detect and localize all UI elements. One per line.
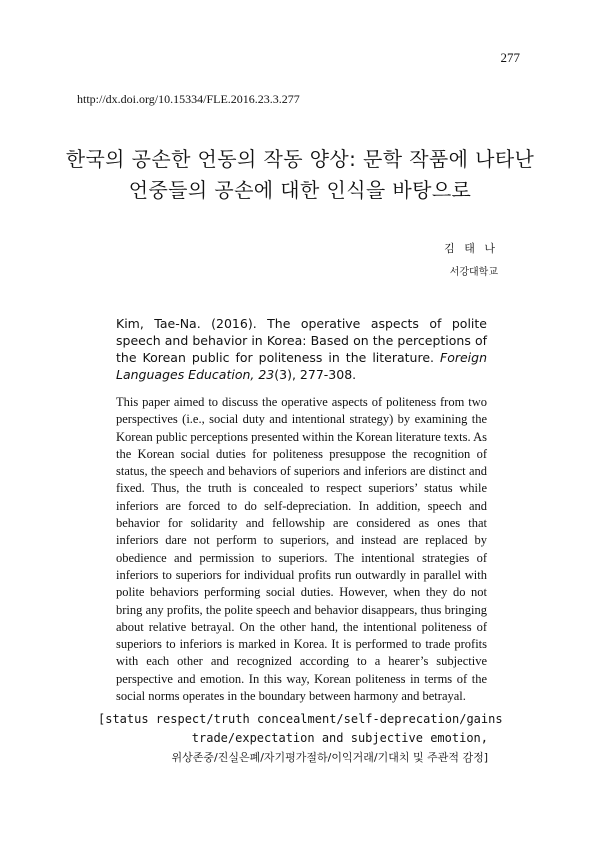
abstract-paragraph: This paper aimed to discuss the operative aspects of politeness from two perspectives (i.e., social duty and intentional strategy) by examining the Korean public perceptions presented within the Korean literature texts. As the Korean social duties for politeness presuppose the recognition of status, the speech and behaviors of superiors and inferiors are distinct and fixed. Thus, the truth is concealed to respect superiors’ status while inferiors are forced to do self-depreciation. In addition, speech and behavior for solidarity and fellowship are considered as ones that inferiors dare not perform to superiors, and instead are replaced by obedience and permission to superiors. The intentional strategies of inferiors to superiors for individual profits run outwardly in parallel with polite behaviors performing social duties. However, when they do not bring any profits, the polite speech and behavior disappears, thus bringing about relative betrayal. On the other hand, the intentional politeness of superiors to inferiors is marked in Korea. It is performed to trade profits with each other and recognized according to a hearer’s subjective perspective and emotion. In this way, Korean politeness in terms of the social norms operates in the boundary between harmony and betrayal. [116,395,487,704]
keywords-line-3: 위상존중/진실은폐/자기평가절하/이익거래/기대치 및 주관적 감정] [171,751,488,764]
keywords-line-2: trade/expectation and subjective emotion, [191,731,488,745]
paper-title [40,144,560,206]
author-name: 김 태 나 [444,242,498,255]
keywords-line-1: [status respect/truth concealment/self-deprecation/gains [98,712,503,726]
citation-issue-pages: (3), 277-308. [274,367,357,382]
page-number: 277 [500,50,520,65]
author-block [444,240,498,278]
author-affiliation: 서강대학교 [449,267,498,278]
title-line-1: 한국의 공손한 언동의 작동 양상: 문학 작품에 나타난 [65,147,535,171]
keywords [98,710,503,767]
doi-link[interactable]: http://dx.doi.org/10.15334/FLE.2016.23.3.277 [77,92,300,106]
citation [116,315,487,383]
citation-journal: Foreign Languages Education, 23 [116,350,487,382]
citation-text: Kim, Tae-Na. (2016). The operative aspects of polite speech and behavior in Korea: Based on the perceptions of the Korean public for politeness in the literature. [116,316,487,365]
title-line-2: 언중들의 공손에 대한 인식을 바탕으로 [128,178,472,202]
